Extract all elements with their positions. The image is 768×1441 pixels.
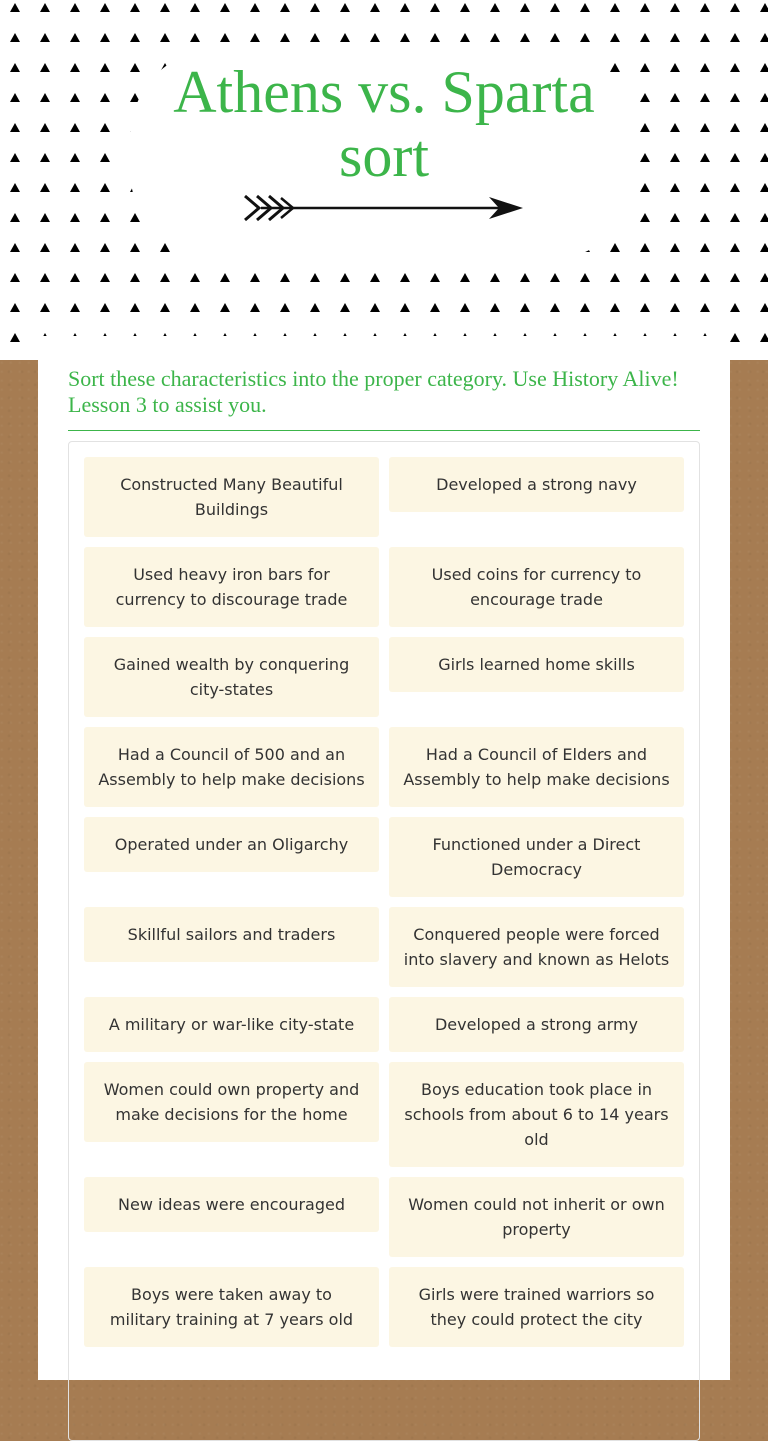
sort-card[interactable]: Women could own property and make decisions for the home: [84, 1062, 379, 1142]
page-title: Athens vs. Sparta sort: [173, 59, 595, 189]
sort-card[interactable]: Gained wealth by conquering city-states: [84, 637, 379, 717]
sort-card[interactable]: Used heavy iron bars for currency to discourage trade: [84, 547, 379, 627]
sort-card[interactable]: Had a Council of 500 and an Assembly to help make decisions: [84, 727, 379, 807]
card-grid: [84, 457, 684, 1347]
title-area: [130, 48, 638, 260]
sort-card[interactable]: Boys were taken away to military training at 7 years old: [84, 1267, 379, 1347]
arrow-right-icon: [243, 190, 525, 226]
sort-card[interactable]: Developed a strong navy: [389, 457, 684, 512]
sort-card[interactable]: New ideas were encouraged: [84, 1177, 379, 1232]
sort-card[interactable]: Developed a strong army: [389, 997, 684, 1052]
sort-card[interactable]: A military or war-like city-state: [84, 997, 379, 1052]
instructions-text: Sort these characteristics into the proper category. Use History Alive! Lesson 3 to assist you.: [68, 366, 700, 431]
sort-card[interactable]: Operated under an Oligarchy: [84, 817, 379, 872]
sort-card[interactable]: Conquered people were forced into slavery and known as Helots: [389, 907, 684, 987]
worksheet-panel: [38, 336, 730, 1380]
sort-board: [68, 441, 700, 1441]
sort-card[interactable]: Used coins for currency to encourage trade: [389, 547, 684, 627]
sort-card[interactable]: Girls were trained warriors so they could protect the city: [389, 1267, 684, 1347]
sort-card[interactable]: Girls learned home skills: [389, 637, 684, 692]
sort-card[interactable]: Boys education took place in schools from about 6 to 14 years old: [389, 1062, 684, 1167]
header-banner: [0, 0, 768, 360]
sort-card[interactable]: Skillful sailors and traders: [84, 907, 379, 962]
sort-card[interactable]: Women could not inherit or own property: [389, 1177, 684, 1257]
sort-card[interactable]: Functioned under a Direct Democracy: [389, 817, 684, 897]
sort-card[interactable]: Constructed Many Beautiful Buildings: [84, 457, 379, 537]
sort-card[interactable]: Had a Council of Elders and Assembly to help make decisions: [389, 727, 684, 807]
